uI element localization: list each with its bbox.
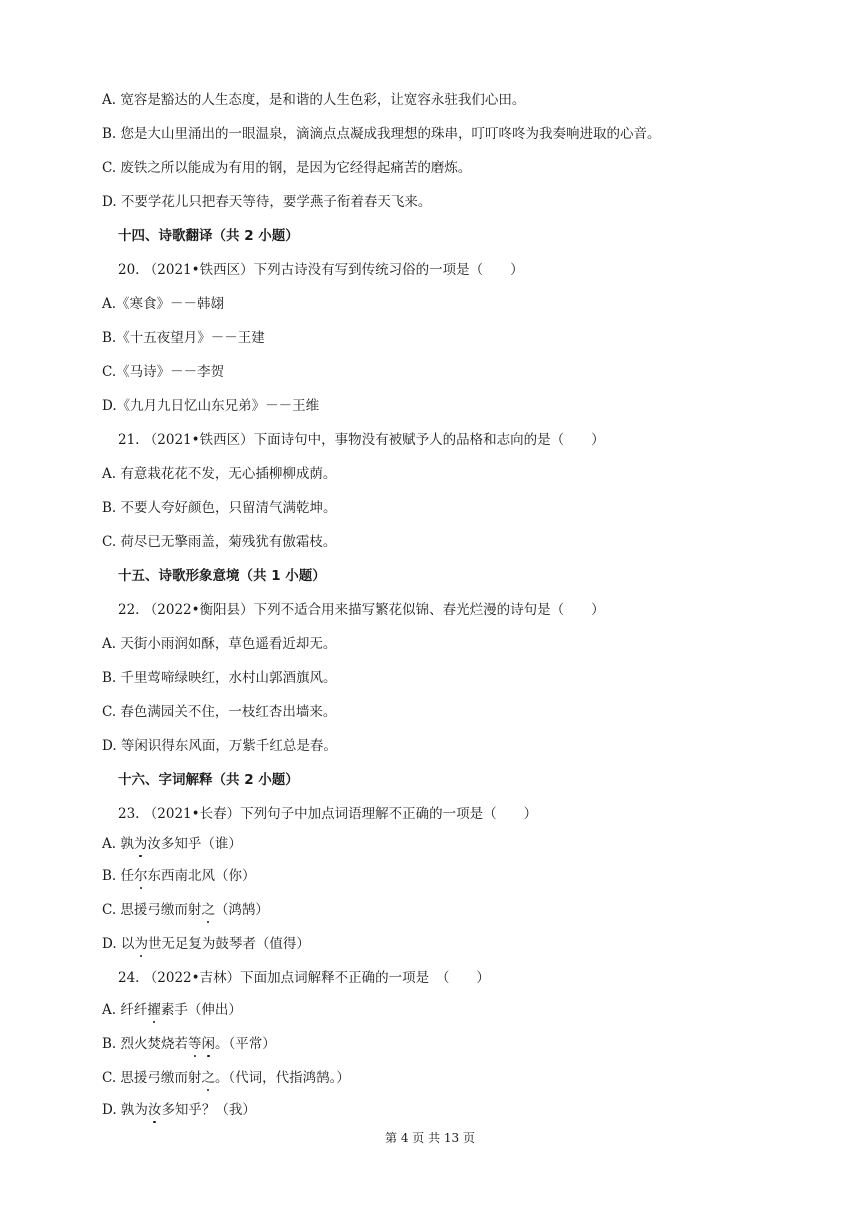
dotted-word: 尔: [134, 868, 148, 884]
option-d-22: D. 等闲识得东风面，万紫千红总是春。: [102, 738, 337, 754]
option-text: （鸿鹄）: [214, 902, 269, 918]
dotted-word: 为: [134, 936, 148, 952]
option-a-21: A. 有意栽花花不发，无心插柳柳成荫。: [102, 466, 337, 482]
section-heading-16: 十六、字词解释（共 2 小题）: [118, 772, 299, 788]
dotted-word: 闲: [201, 1036, 216, 1052]
option-c-22: C. 春色满园关不住，一枝红杏出墙来。: [102, 704, 337, 720]
option-text: 东西南北风（你）: [147, 868, 256, 884]
page-footer: 第 4 页 共 13 页: [385, 1131, 475, 1145]
option-text: C. 思援弓缴而射: [102, 902, 202, 918]
option-c-24: [102, 1068, 350, 1088]
option-text: 。（代词，代指鸿鹄。）: [214, 1070, 350, 1086]
option-a-22: A. 天街小雨润如酥，草色遥看近却无。: [102, 636, 337, 652]
option-c-20: C.《马诗》－－李贺: [102, 364, 225, 380]
option-text: 多知乎？（我）: [161, 1102, 256, 1118]
dotted-word: 之: [201, 902, 215, 918]
option-text: 汝多知乎（谁）: [147, 836, 242, 852]
option-a-23: [102, 834, 242, 854]
dotted-word: 之: [201, 1070, 215, 1086]
option-a-24: [102, 1000, 242, 1020]
question-21: 21. （2021•铁西区）下面诗句中，事物没有被赋予人的品格和志向的是（ ）: [118, 432, 605, 448]
option-text: 素手（伸出）: [160, 1002, 242, 1018]
option-text: A. 孰: [102, 836, 134, 852]
dotted-word: 汝: [147, 1102, 162, 1118]
question-24: 24. （2022•吉林）下面加点词解释不正确的一项是 （ ）: [118, 970, 490, 986]
question-20: 20. （2021•铁西区）下列古诗没有写到传统习俗的一项是（ ）: [118, 262, 524, 278]
option-text: D. 孰为: [102, 1102, 148, 1118]
option-c-23: [102, 900, 269, 920]
option-a-20: A.《寒食》－－韩翃: [102, 296, 225, 312]
option-d-20: D.《九月九日忆山东兄弟》－－王维: [102, 398, 320, 414]
option-b-19: B. 您是大山里涌出的一眼温泉，滴滴点点凝成我理想的珠串，叮叮咚咚为我奏响进取的心音。: [102, 126, 661, 142]
section-heading-15: 十五、诗歌形象意境（共 1 小题）: [118, 568, 326, 584]
option-text: B. 烈火焚烧若: [102, 1036, 189, 1052]
option-d-19: D. 不要学花儿只把春天等待，要学燕子衔着春天飞来。: [102, 194, 432, 210]
option-text: 世无足复为鼓琴者（值得）: [147, 936, 310, 952]
option-text: 。（平常）: [215, 1036, 276, 1052]
option-d-24: [102, 1100, 256, 1120]
question-22: 22. （2022•衡阳县）下列不适合用来描写繁花似锦、春光烂漫的诗句是（ ）: [118, 602, 605, 618]
option-c-21: C. 荷尽已无擎雨盖，菊残犹有傲霜枝。: [102, 534, 337, 550]
dotted-word: 等: [188, 1036, 202, 1052]
option-b-20: B.《十五夜望月》－－王建: [102, 330, 265, 346]
option-a-19: A. 宽容是豁达的人生态度，是和谐的人生色彩，让宽容永驻我们心田。: [102, 92, 526, 108]
question-23: 23. （2021•长春）下列句子中加点词语理解不正确的一项是（ ）: [118, 806, 538, 822]
option-b-22: B. 千里莺啼绿映红，水村山郭酒旗风。: [102, 670, 337, 686]
option-b-23: [102, 866, 256, 886]
option-text: D. 以: [102, 936, 135, 952]
option-text: A. 纤纤: [102, 1002, 148, 1018]
option-c-19: C. 废铁之所以能成为有用的钢，是因为它经得起痛苦的磨炼。: [102, 160, 472, 176]
section-heading-14: 十四、诗歌翻译（共 2 小题）: [118, 228, 299, 244]
option-text: B. 任: [102, 868, 135, 884]
dotted-word: 为: [133, 836, 148, 852]
option-b-21: B. 不要人夸好颜色，只留清气满乾坤。: [102, 500, 337, 516]
option-d-23: [102, 934, 310, 954]
dotted-word: 擢: [147, 1002, 161, 1018]
option-text: C. 思援弓缴而射: [102, 1070, 202, 1086]
option-b-24: [102, 1034, 276, 1054]
